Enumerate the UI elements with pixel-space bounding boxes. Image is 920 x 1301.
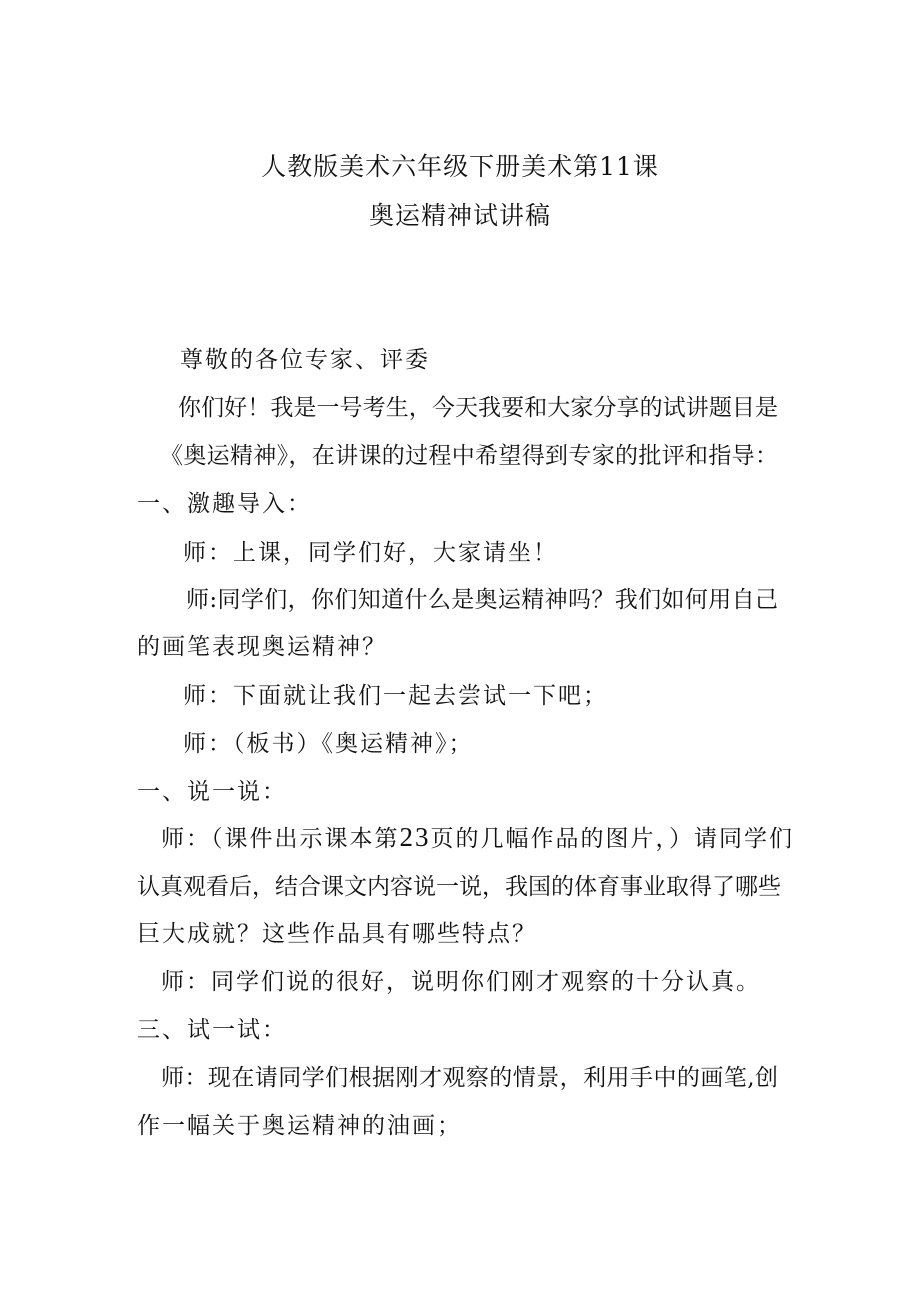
intro-line-2: 《奥运精神》，在讲课的过程中希望得到专家的批评和指导： [160, 443, 778, 469]
section-3-paragraph-1-line-1: 师：现在请同学们根据刚才观察的情景，利用手中的画笔,创 [161, 1065, 778, 1091]
page-number: 23 [399, 822, 431, 852]
section-1-paragraph-2-line-2: 的画笔表现奥运精神？ [137, 634, 387, 660]
section-2-heading: 一、说一说： [137, 779, 287, 805]
section-1-paragraph-3: 师：下面就让我们一起去尝试一下吧； [183, 683, 608, 709]
section-3-paragraph-1-line-2: 作一幅关于奥运精神的油画； [137, 1113, 462, 1139]
greeting-line: 尊敬的各位专家、评委 [180, 347, 430, 373]
section-2-paragraph-2: 师：同学们说的很好，说明你们刚才观察的十分认真。 [161, 969, 761, 995]
section-1-heading: 一、激趣导入： [137, 491, 312, 517]
intro-line-1: 你们好！我是一号考生，今天我要和大家分享的试讲题目是 [178, 395, 778, 421]
section-2-paragraph-1-line-1 [161, 820, 794, 853]
document-subtitle: 奥运精神试讲稿 [368, 201, 551, 230]
section-1-paragraph-2-line-1: 师:同学们，你们知道什么是奥运精神吗？我们如何用自己 [186, 587, 778, 613]
section-2-paragraph-1-text-a: 师：（课件出示课本第 [161, 826, 400, 852]
section-2-paragraph-1-line-2: 认真观看后，结合课文内容说一说，我国的体育事业取得了哪些 [137, 874, 781, 900]
document-title: 人教版美术六年级下册美术第11课 [261, 152, 659, 181]
section-1-paragraph-1: 师：上课，同学们好，大家请坐！ [183, 540, 558, 566]
section-2-paragraph-1-text-b: 页的几幅作品的图片，）请同学们 [430, 826, 794, 852]
section-2-paragraph-1-line-3: 巨大成就？这些作品具有哪些特点？ [137, 921, 537, 947]
section-1-paragraph-4: 师：（板书）《奥运精神》； [183, 731, 474, 757]
section-3-heading: 三、试一试： [137, 1017, 287, 1043]
